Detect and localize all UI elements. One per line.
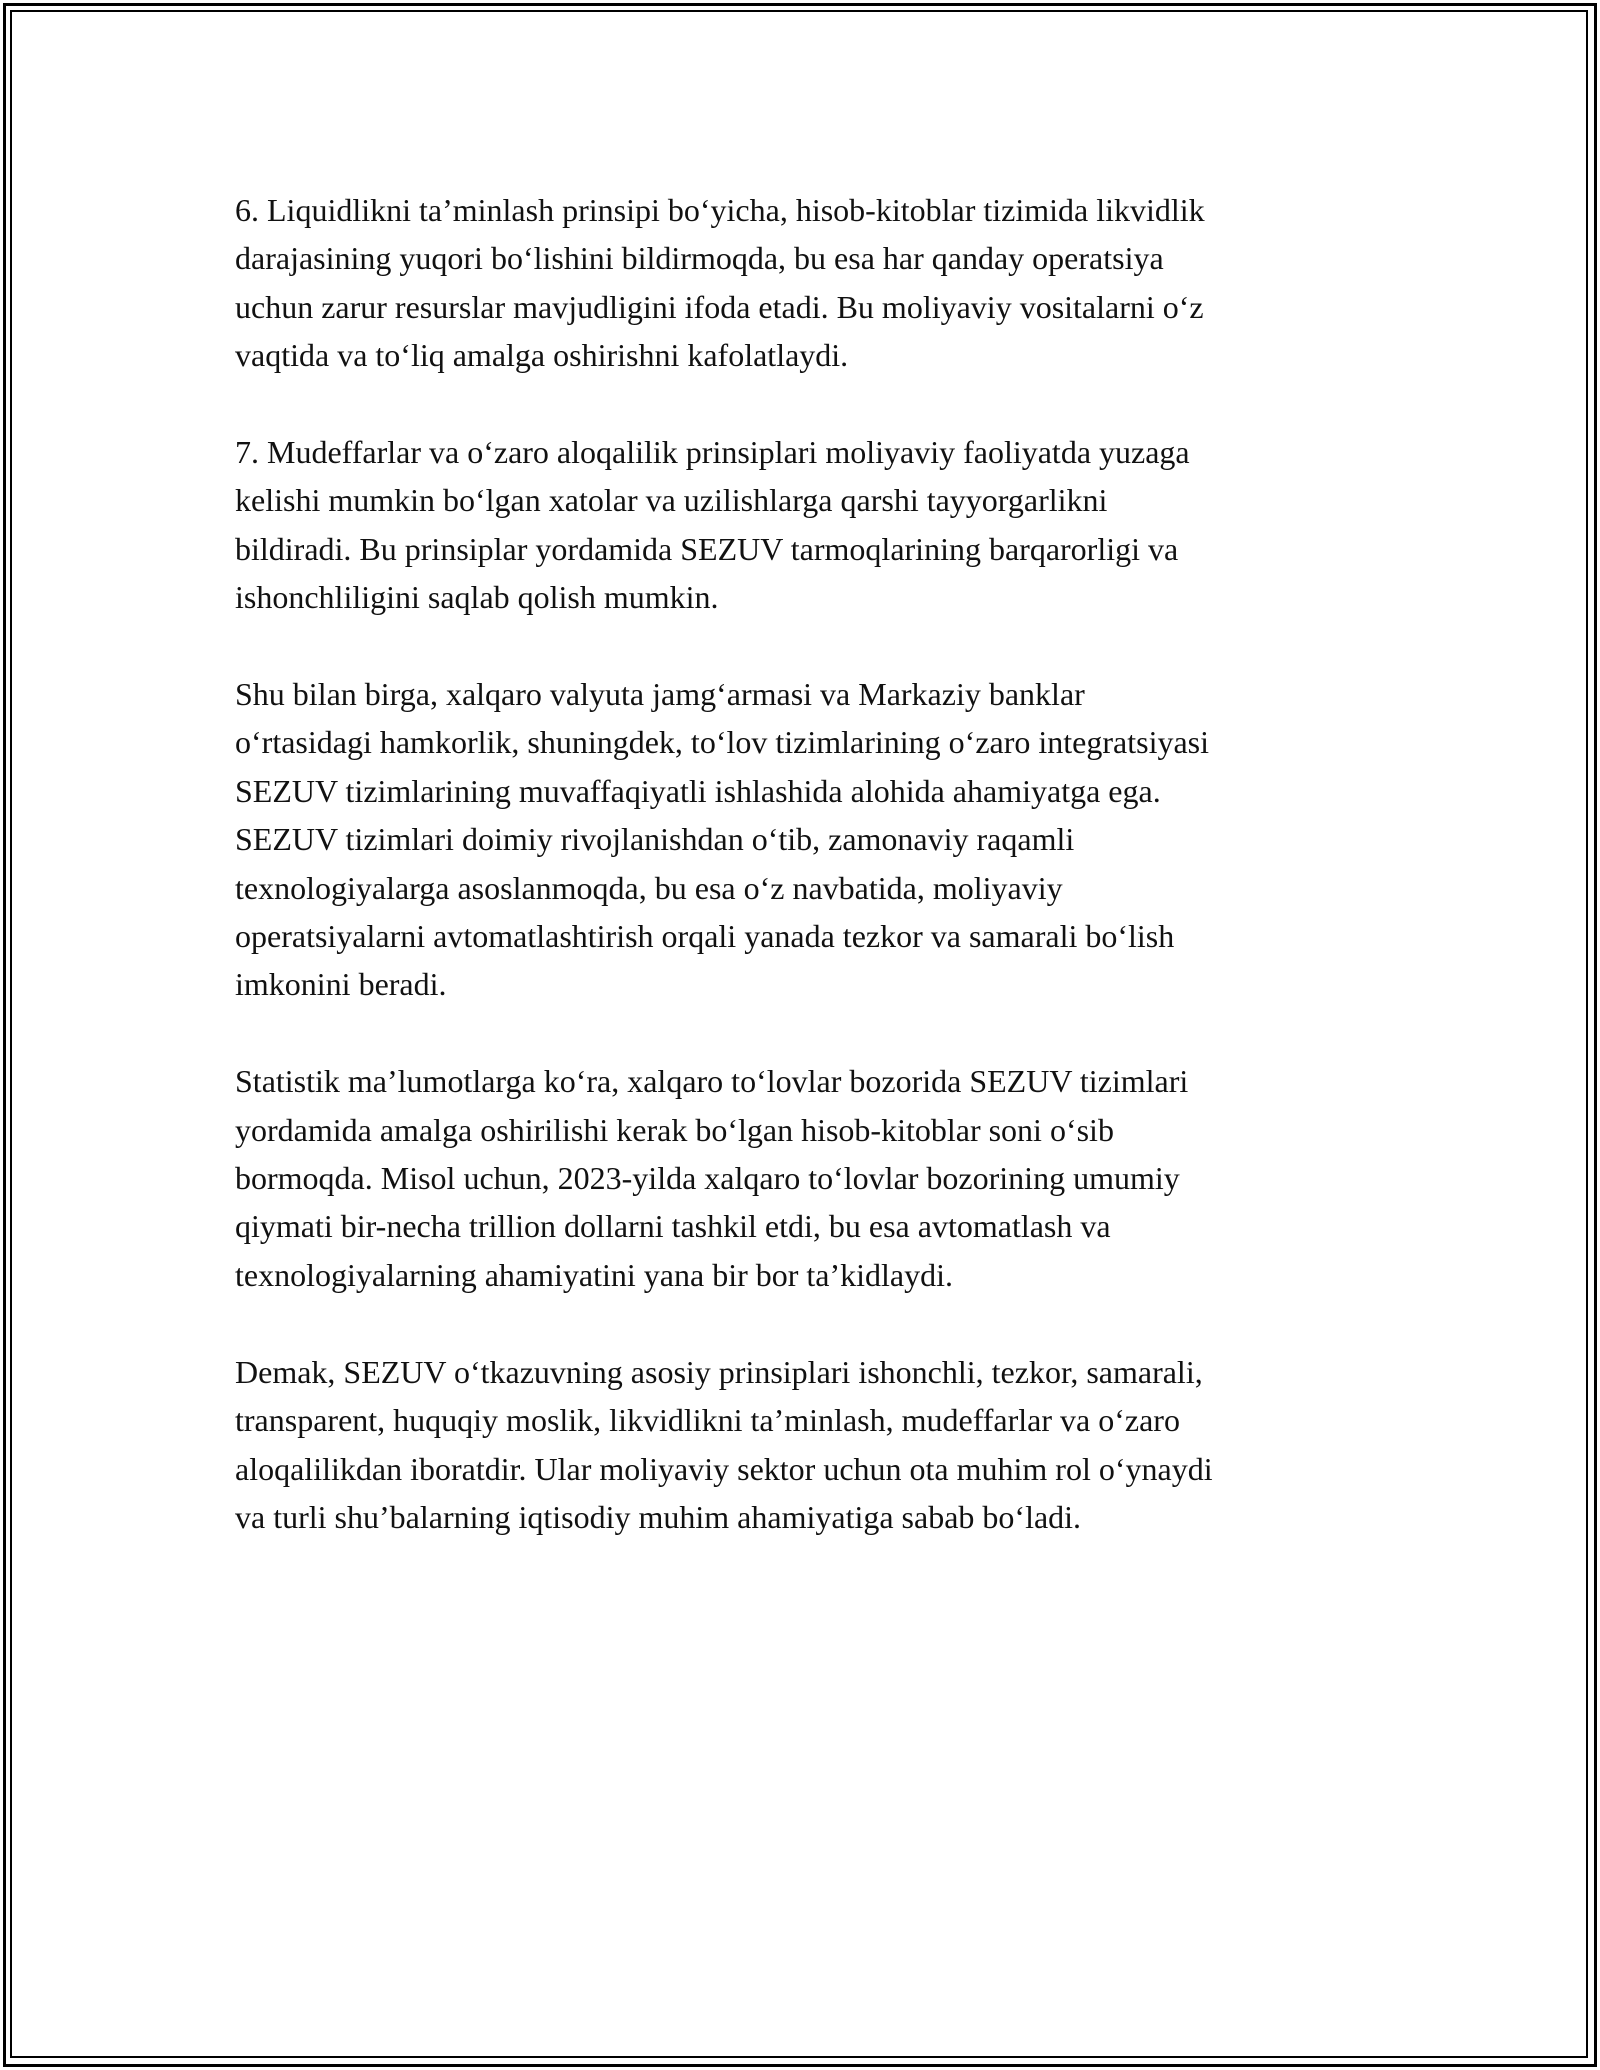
paragraph-liquidity-principle: 6. Liquidlikni ta’minlash prinsipi bo‘yicha, hisob-kitoblar tizimida likvidlik darajasining yuqori bo‘lishini bildirmoqda, bu esa har qanday operatsiya uchun zarur resurslar mavjudligini ifoda etadi. Bu moliyaviy vositalarni o‘z vaqtida va to‘liq amalga oshirishni kafolatlaydi. xyxy=(235,192,1205,374)
paragraph-interconnection-principle: 7. Mudeffarlar va o‘zaro aloqalilik prinsiplari moliyaviy faoliyatda yuzaga kelishi mumkin bo‘lgan xatolar va uzilishlarga qarshi tayyorgarlikni bildiradi. Bu prinsiplar yordamida SEZUV tarmoqlarining barqarorligi va ishonchliligini saqlab qolish mumkin. xyxy=(235,434,1190,616)
paragraph-conclusion: Demak, SEZUV o‘tkazuvning asosiy prinsiplari ishonchli, tezkor, samarali, transparent, huquqiy moslik, likvidlikni ta’minlash, mudeffarlar va o‘zaro aloqalilikdan iboratdir. Ular moliyaviy sektor uchun ota muhim rol o‘ynaydi va turli shu’balarning iqtisodiy muhim ahamiyatiga sabab bo‘ladi. xyxy=(235,1353,1213,1535)
document-body xyxy=(235,186,1375,1590)
paragraph-cooperation: Shu bilan birga, xalqaro valyuta jamg‘armasi va Markaziy banklar o‘rtasidagi hamkorlik, shuningdek, to‘lov tizimlarining o‘zaro integratsiyasi SEZUV tizimlarining muvaffaqiyatli ishlashida alohida ahamiyatga ega. SEZUV tizimlari doimiy rivojlanishdan o‘tib, zamonaviy raqamli texnologiyalarga asoslanmoqda, bu esa o‘z navbatida, moliyaviy operatsiyalarni avtomatlashtirish orqali yanada tezkor va samarali bo‘lish imkonini beradi. xyxy=(235,676,1209,1003)
paragraph-statistics: Statistik ma’lumotlarga ko‘ra, xalqaro to‘lovlar bozorida SEZUV tizimlari yordamida amalga oshirilishi kerak bo‘lgan hisob-kitoblar soni o‘sib bormoqda. Misol uchun, 2023-yilda xalqaro to‘lovlar bozorining umumiy qiymati bir-necha trillion dollarni tashkil etdi, bu esa avtomatlash va texnologiyalarning ahamiyatini yana bir bor ta’kidlaydi. xyxy=(235,1063,1189,1293)
